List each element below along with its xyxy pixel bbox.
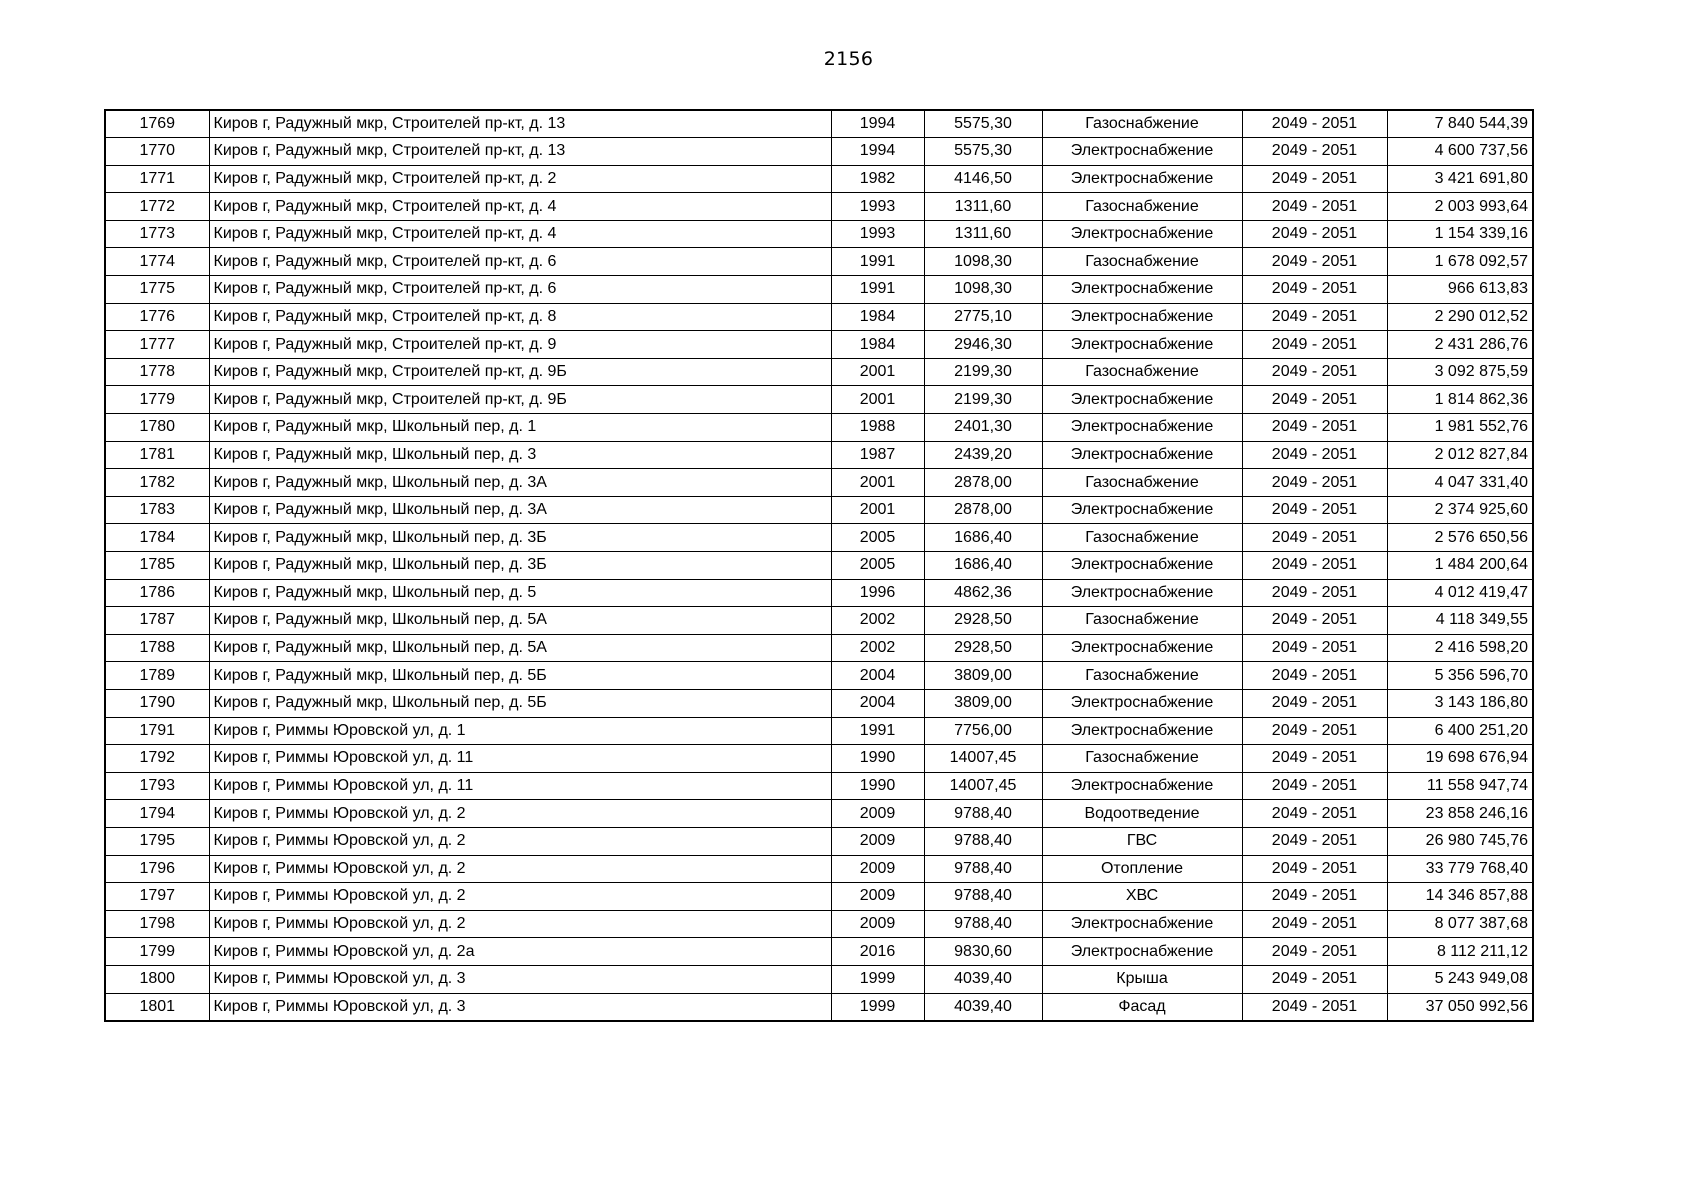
row-number-cell: 1793 xyxy=(105,772,209,800)
table-row xyxy=(105,303,1533,331)
cost-cell: 1 981 552,76 xyxy=(1387,414,1533,442)
address-cell: Киров г, Радужный мкр, Школьный пер, д. 5А xyxy=(209,607,831,635)
cost-cell: 37 050 992,56 xyxy=(1387,993,1533,1021)
work-type-cell: Газоснабжение xyxy=(1042,110,1242,138)
area-cell: 14007,45 xyxy=(924,772,1042,800)
period-cell: 2049 - 2051 xyxy=(1242,993,1387,1021)
work-type-cell: Газоснабжение xyxy=(1042,745,1242,773)
area-cell: 2928,50 xyxy=(924,607,1042,635)
area-cell: 9788,40 xyxy=(924,910,1042,938)
address-cell: Киров г, Радужный мкр, Строителей пр-кт, д. 13 xyxy=(209,138,831,166)
year-built-cell: 2005 xyxy=(831,552,924,580)
row-number-cell: 1774 xyxy=(105,248,209,276)
table-row xyxy=(105,524,1533,552)
work-type-cell: Газоснабжение xyxy=(1042,193,1242,221)
table-row xyxy=(105,855,1533,883)
table-row xyxy=(105,965,1533,993)
address-cell: Киров г, Радужный мкр, Строителей пр-кт, д. 13 xyxy=(209,110,831,138)
table-row xyxy=(105,717,1533,745)
work-type-cell: Электроснабжение xyxy=(1042,441,1242,469)
year-built-cell: 2001 xyxy=(831,358,924,386)
address-cell: Киров г, Радужный мкр, Строителей пр-кт, д. 4 xyxy=(209,220,831,248)
cost-cell: 6 400 251,20 xyxy=(1387,717,1533,745)
area-cell: 7756,00 xyxy=(924,717,1042,745)
period-cell: 2049 - 2051 xyxy=(1242,469,1387,497)
address-cell: Киров г, Риммы Юровской ул, д. 2 xyxy=(209,827,831,855)
row-number-cell: 1801 xyxy=(105,993,209,1021)
year-built-cell: 2016 xyxy=(831,938,924,966)
row-number-cell: 1777 xyxy=(105,331,209,359)
table-row xyxy=(105,579,1533,607)
address-cell: Киров г, Радужный мкр, Школьный пер, д. 3А xyxy=(209,496,831,524)
address-cell: Киров г, Риммы Юровской ул, д. 3 xyxy=(209,965,831,993)
address-cell: Киров г, Радужный мкр, Школьный пер, д. 1 xyxy=(209,414,831,442)
period-cell: 2049 - 2051 xyxy=(1242,220,1387,248)
table-row xyxy=(105,938,1533,966)
year-built-cell: 1994 xyxy=(831,138,924,166)
period-cell: 2049 - 2051 xyxy=(1242,165,1387,193)
work-type-cell: Газоснабжение xyxy=(1042,469,1242,497)
area-cell: 9788,40 xyxy=(924,800,1042,828)
cost-cell: 966 613,83 xyxy=(1387,276,1533,304)
address-cell: Киров г, Радужный мкр, Строителей пр-кт, д. 9Б xyxy=(209,358,831,386)
area-cell: 3809,00 xyxy=(924,662,1042,690)
row-number-cell: 1784 xyxy=(105,524,209,552)
year-built-cell: 1993 xyxy=(831,220,924,248)
period-cell: 2049 - 2051 xyxy=(1242,110,1387,138)
table-row xyxy=(105,358,1533,386)
year-built-cell: 2002 xyxy=(831,634,924,662)
cost-cell: 3 092 875,59 xyxy=(1387,358,1533,386)
table-row xyxy=(105,883,1533,911)
area-cell: 1686,40 xyxy=(924,552,1042,580)
area-cell: 2401,30 xyxy=(924,414,1042,442)
area-cell: 1311,60 xyxy=(924,220,1042,248)
cost-cell: 1 678 092,57 xyxy=(1387,248,1533,276)
address-cell: Киров г, Радужный мкр, Строителей пр-кт, д. 2 xyxy=(209,165,831,193)
table-row xyxy=(105,745,1533,773)
row-number-cell: 1773 xyxy=(105,220,209,248)
cost-cell: 3 421 691,80 xyxy=(1387,165,1533,193)
period-cell: 2049 - 2051 xyxy=(1242,855,1387,883)
work-type-cell: Электроснабжение xyxy=(1042,386,1242,414)
address-cell: Киров г, Радужный мкр, Строителей пр-кт, д. 4 xyxy=(209,193,831,221)
area-cell: 4039,40 xyxy=(924,965,1042,993)
year-built-cell: 1990 xyxy=(831,745,924,773)
table-row xyxy=(105,827,1533,855)
area-cell: 4862,36 xyxy=(924,579,1042,607)
area-cell: 9788,40 xyxy=(924,855,1042,883)
work-type-cell: Отопление xyxy=(1042,855,1242,883)
work-type-cell: Газоснабжение xyxy=(1042,662,1242,690)
area-cell: 2878,00 xyxy=(924,496,1042,524)
period-cell: 2049 - 2051 xyxy=(1242,138,1387,166)
table-row xyxy=(105,138,1533,166)
area-cell: 14007,45 xyxy=(924,745,1042,773)
work-type-cell: Электроснабжение xyxy=(1042,579,1242,607)
area-cell: 9788,40 xyxy=(924,883,1042,911)
row-number-cell: 1783 xyxy=(105,496,209,524)
address-cell: Киров г, Риммы Юровской ул, д. 1 xyxy=(209,717,831,745)
work-type-cell: Газоснабжение xyxy=(1042,607,1242,635)
table-row xyxy=(105,248,1533,276)
work-type-cell: Электроснабжение xyxy=(1042,772,1242,800)
year-built-cell: 2001 xyxy=(831,496,924,524)
address-cell: Киров г, Риммы Юровской ул, д. 3 xyxy=(209,993,831,1021)
row-number-cell: 1786 xyxy=(105,579,209,607)
row-number-cell: 1770 xyxy=(105,138,209,166)
row-number-cell: 1771 xyxy=(105,165,209,193)
area-cell: 2928,50 xyxy=(924,634,1042,662)
period-cell: 2049 - 2051 xyxy=(1242,965,1387,993)
work-type-cell: Электроснабжение xyxy=(1042,689,1242,717)
address-cell: Киров г, Радужный мкр, Школьный пер, д. 5Б xyxy=(209,662,831,690)
row-number-cell: 1769 xyxy=(105,110,209,138)
period-cell: 2049 - 2051 xyxy=(1242,276,1387,304)
area-cell: 1098,30 xyxy=(924,248,1042,276)
table-row xyxy=(105,800,1533,828)
year-built-cell: 1991 xyxy=(831,276,924,304)
work-type-cell: Газоснабжение xyxy=(1042,524,1242,552)
table-row xyxy=(105,496,1533,524)
period-cell: 2049 - 2051 xyxy=(1242,358,1387,386)
row-number-cell: 1781 xyxy=(105,441,209,469)
table-row xyxy=(105,165,1533,193)
address-cell: Киров г, Радужный мкр, Строителей пр-кт, д. 9 xyxy=(209,331,831,359)
work-type-cell: Газоснабжение xyxy=(1042,358,1242,386)
year-built-cell: 2001 xyxy=(831,386,924,414)
row-number-cell: 1799 xyxy=(105,938,209,966)
area-cell: 4039,40 xyxy=(924,993,1042,1021)
period-cell: 2049 - 2051 xyxy=(1242,248,1387,276)
period-cell: 2049 - 2051 xyxy=(1242,331,1387,359)
area-cell: 5575,30 xyxy=(924,138,1042,166)
period-cell: 2049 - 2051 xyxy=(1242,524,1387,552)
address-cell: Киров г, Радужный мкр, Школьный пер, д. 5Б xyxy=(209,689,831,717)
row-number-cell: 1800 xyxy=(105,965,209,993)
table-row xyxy=(105,662,1533,690)
area-cell: 2199,30 xyxy=(924,386,1042,414)
row-number-cell: 1775 xyxy=(105,276,209,304)
period-cell: 2049 - 2051 xyxy=(1242,772,1387,800)
row-number-cell: 1791 xyxy=(105,717,209,745)
work-type-cell: Газоснабжение xyxy=(1042,248,1242,276)
cost-cell: 1 154 339,16 xyxy=(1387,220,1533,248)
table-row xyxy=(105,110,1533,138)
address-cell: Киров г, Радужный мкр, Строителей пр-кт, д. 6 xyxy=(209,248,831,276)
address-cell: Киров г, Риммы Юровской ул, д. 11 xyxy=(209,772,831,800)
area-cell: 3809,00 xyxy=(924,689,1042,717)
cost-cell: 5 243 949,08 xyxy=(1387,965,1533,993)
row-number-cell: 1772 xyxy=(105,193,209,221)
registry-body xyxy=(105,110,1533,1021)
row-number-cell: 1787 xyxy=(105,607,209,635)
table-row xyxy=(105,386,1533,414)
table-row xyxy=(105,220,1533,248)
year-built-cell: 1990 xyxy=(831,772,924,800)
address-cell: Киров г, Радужный мкр, Строителей пр-кт, д. 6 xyxy=(209,276,831,304)
row-number-cell: 1789 xyxy=(105,662,209,690)
cost-cell: 3 143 186,80 xyxy=(1387,689,1533,717)
cost-cell: 2 431 286,76 xyxy=(1387,331,1533,359)
year-built-cell: 1999 xyxy=(831,993,924,1021)
period-cell: 2049 - 2051 xyxy=(1242,607,1387,635)
period-cell: 2049 - 2051 xyxy=(1242,827,1387,855)
period-cell: 2049 - 2051 xyxy=(1242,441,1387,469)
cost-cell: 4 600 737,56 xyxy=(1387,138,1533,166)
address-cell: Киров г, Радужный мкр, Школьный пер, д. 5 xyxy=(209,579,831,607)
work-type-cell: Электроснабжение xyxy=(1042,138,1242,166)
work-type-cell: Фасад xyxy=(1042,993,1242,1021)
table-row xyxy=(105,441,1533,469)
address-cell: Киров г, Риммы Юровской ул, д. 2 xyxy=(209,800,831,828)
year-built-cell: 2002 xyxy=(831,607,924,635)
row-number-cell: 1797 xyxy=(105,883,209,911)
table-row xyxy=(105,276,1533,304)
cost-cell: 2 290 012,52 xyxy=(1387,303,1533,331)
period-cell: 2049 - 2051 xyxy=(1242,634,1387,662)
table-row xyxy=(105,689,1533,717)
period-cell: 2049 - 2051 xyxy=(1242,552,1387,580)
period-cell: 2049 - 2051 xyxy=(1242,662,1387,690)
year-built-cell: 1991 xyxy=(831,248,924,276)
cost-cell: 5 356 596,70 xyxy=(1387,662,1533,690)
area-cell: 5575,30 xyxy=(924,110,1042,138)
period-cell: 2049 - 2051 xyxy=(1242,938,1387,966)
period-cell: 2049 - 2051 xyxy=(1242,689,1387,717)
table-row xyxy=(105,772,1533,800)
period-cell: 2049 - 2051 xyxy=(1242,303,1387,331)
period-cell: 2049 - 2051 xyxy=(1242,414,1387,442)
address-cell: Киров г, Радужный мкр, Школьный пер, д. 3Б xyxy=(209,524,831,552)
year-built-cell: 1994 xyxy=(831,110,924,138)
table-row xyxy=(105,993,1533,1021)
table-row xyxy=(105,469,1533,497)
cost-cell: 23 858 246,16 xyxy=(1387,800,1533,828)
row-number-cell: 1776 xyxy=(105,303,209,331)
cost-cell: 4 118 349,55 xyxy=(1387,607,1533,635)
row-number-cell: 1798 xyxy=(105,910,209,938)
address-cell: Киров г, Радужный мкр, Школьный пер, д. 3А xyxy=(209,469,831,497)
cost-cell: 2 012 827,84 xyxy=(1387,441,1533,469)
cost-cell: 11 558 947,74 xyxy=(1387,772,1533,800)
row-number-cell: 1794 xyxy=(105,800,209,828)
year-built-cell: 1984 xyxy=(831,303,924,331)
area-cell: 2439,20 xyxy=(924,441,1042,469)
cost-cell: 19 698 676,94 xyxy=(1387,745,1533,773)
work-type-cell: Электроснабжение xyxy=(1042,717,1242,745)
address-cell: Киров г, Риммы Юровской ул, д. 2а xyxy=(209,938,831,966)
area-cell: 1686,40 xyxy=(924,524,1042,552)
year-built-cell: 1996 xyxy=(831,579,924,607)
row-number-cell: 1782 xyxy=(105,469,209,497)
table-row xyxy=(105,193,1533,221)
cost-cell: 2 416 598,20 xyxy=(1387,634,1533,662)
area-cell: 2199,30 xyxy=(924,358,1042,386)
row-number-cell: 1796 xyxy=(105,855,209,883)
address-cell: Киров г, Радужный мкр, Школьный пер, д. 3Б xyxy=(209,552,831,580)
work-type-cell: Электроснабжение xyxy=(1042,938,1242,966)
period-cell: 2049 - 2051 xyxy=(1242,717,1387,745)
cost-cell: 4 012 419,47 xyxy=(1387,579,1533,607)
period-cell: 2049 - 2051 xyxy=(1242,883,1387,911)
area-cell: 9830,60 xyxy=(924,938,1042,966)
work-type-cell: Электроснабжение xyxy=(1042,552,1242,580)
address-cell: Киров г, Риммы Юровской ул, д. 2 xyxy=(209,883,831,911)
row-number-cell: 1785 xyxy=(105,552,209,580)
period-cell: 2049 - 2051 xyxy=(1242,800,1387,828)
table-row xyxy=(105,910,1533,938)
year-built-cell: 1993 xyxy=(831,193,924,221)
work-type-cell: ХВС xyxy=(1042,883,1242,911)
work-type-cell: Электроснабжение xyxy=(1042,303,1242,331)
year-built-cell: 2009 xyxy=(831,883,924,911)
cost-cell: 14 346 857,88 xyxy=(1387,883,1533,911)
period-cell: 2049 - 2051 xyxy=(1242,193,1387,221)
table-row xyxy=(105,414,1533,442)
table-row xyxy=(105,634,1533,662)
page-number: 2156 xyxy=(823,48,874,70)
row-number-cell: 1788 xyxy=(105,634,209,662)
area-cell: 9788,40 xyxy=(924,827,1042,855)
year-built-cell: 2009 xyxy=(831,855,924,883)
work-type-cell: Крыша xyxy=(1042,965,1242,993)
period-cell: 2049 - 2051 xyxy=(1242,745,1387,773)
area-cell: 1098,30 xyxy=(924,276,1042,304)
year-built-cell: 2001 xyxy=(831,469,924,497)
address-cell: Киров г, Риммы Юровской ул, д. 2 xyxy=(209,910,831,938)
work-type-cell: Водоотведение xyxy=(1042,800,1242,828)
work-type-cell: Электроснабжение xyxy=(1042,331,1242,359)
address-cell: Киров г, Радужный мкр, Школьный пер, д. 5А xyxy=(209,634,831,662)
address-cell: Киров г, Риммы Юровской ул, д. 2 xyxy=(209,855,831,883)
registry-table xyxy=(104,109,1534,1022)
period-cell: 2049 - 2051 xyxy=(1242,386,1387,414)
area-cell: 4146,50 xyxy=(924,165,1042,193)
work-type-cell: Электроснабжение xyxy=(1042,220,1242,248)
cost-cell: 7 840 544,39 xyxy=(1387,110,1533,138)
year-built-cell: 1987 xyxy=(831,441,924,469)
area-cell: 2878,00 xyxy=(924,469,1042,497)
work-type-cell: Электроснабжение xyxy=(1042,496,1242,524)
year-built-cell: 1991 xyxy=(831,717,924,745)
table-row xyxy=(105,552,1533,580)
cost-cell: 1 814 862,36 xyxy=(1387,386,1533,414)
address-cell: Киров г, Радужный мкр, Школьный пер, д. 3 xyxy=(209,441,831,469)
year-built-cell: 2004 xyxy=(831,689,924,717)
year-built-cell: 2004 xyxy=(831,662,924,690)
cost-cell: 2 374 925,60 xyxy=(1387,496,1533,524)
row-number-cell: 1780 xyxy=(105,414,209,442)
cost-cell: 2 576 650,56 xyxy=(1387,524,1533,552)
cost-cell: 8 077 387,68 xyxy=(1387,910,1533,938)
cost-cell: 8 112 211,12 xyxy=(1387,938,1533,966)
address-cell: Киров г, Радужный мкр, Строителей пр-кт, д. 8 xyxy=(209,303,831,331)
address-cell: Киров г, Радужный мкр, Строителей пр-кт, д. 9Б xyxy=(209,386,831,414)
year-built-cell: 2009 xyxy=(831,827,924,855)
period-cell: 2049 - 2051 xyxy=(1242,910,1387,938)
work-type-cell: Электроснабжение xyxy=(1042,276,1242,304)
year-built-cell: 2005 xyxy=(831,524,924,552)
table-row xyxy=(105,331,1533,359)
period-cell: 2049 - 2051 xyxy=(1242,496,1387,524)
work-type-cell: Электроснабжение xyxy=(1042,414,1242,442)
area-cell: 2946,30 xyxy=(924,331,1042,359)
year-built-cell: 2009 xyxy=(831,800,924,828)
cost-cell: 4 047 331,40 xyxy=(1387,469,1533,497)
cost-cell: 2 003 993,64 xyxy=(1387,193,1533,221)
address-cell: Киров г, Риммы Юровской ул, д. 11 xyxy=(209,745,831,773)
work-type-cell: Электроснабжение xyxy=(1042,634,1242,662)
area-cell: 1311,60 xyxy=(924,193,1042,221)
year-built-cell: 1999 xyxy=(831,965,924,993)
row-number-cell: 1779 xyxy=(105,386,209,414)
row-number-cell: 1792 xyxy=(105,745,209,773)
year-built-cell: 1982 xyxy=(831,165,924,193)
work-type-cell: Электроснабжение xyxy=(1042,165,1242,193)
year-built-cell: 1988 xyxy=(831,414,924,442)
area-cell: 2775,10 xyxy=(924,303,1042,331)
work-type-cell: ГВС xyxy=(1042,827,1242,855)
work-type-cell: Электроснабжение xyxy=(1042,910,1242,938)
row-number-cell: 1790 xyxy=(105,689,209,717)
row-number-cell: 1778 xyxy=(105,358,209,386)
period-cell: 2049 - 2051 xyxy=(1242,579,1387,607)
row-number-cell: 1795 xyxy=(105,827,209,855)
year-built-cell: 1984 xyxy=(831,331,924,359)
cost-cell: 33 779 768,40 xyxy=(1387,855,1533,883)
cost-cell: 1 484 200,64 xyxy=(1387,552,1533,580)
table-row xyxy=(105,607,1533,635)
cost-cell: 26 980 745,76 xyxy=(1387,827,1533,855)
year-built-cell: 2009 xyxy=(831,910,924,938)
